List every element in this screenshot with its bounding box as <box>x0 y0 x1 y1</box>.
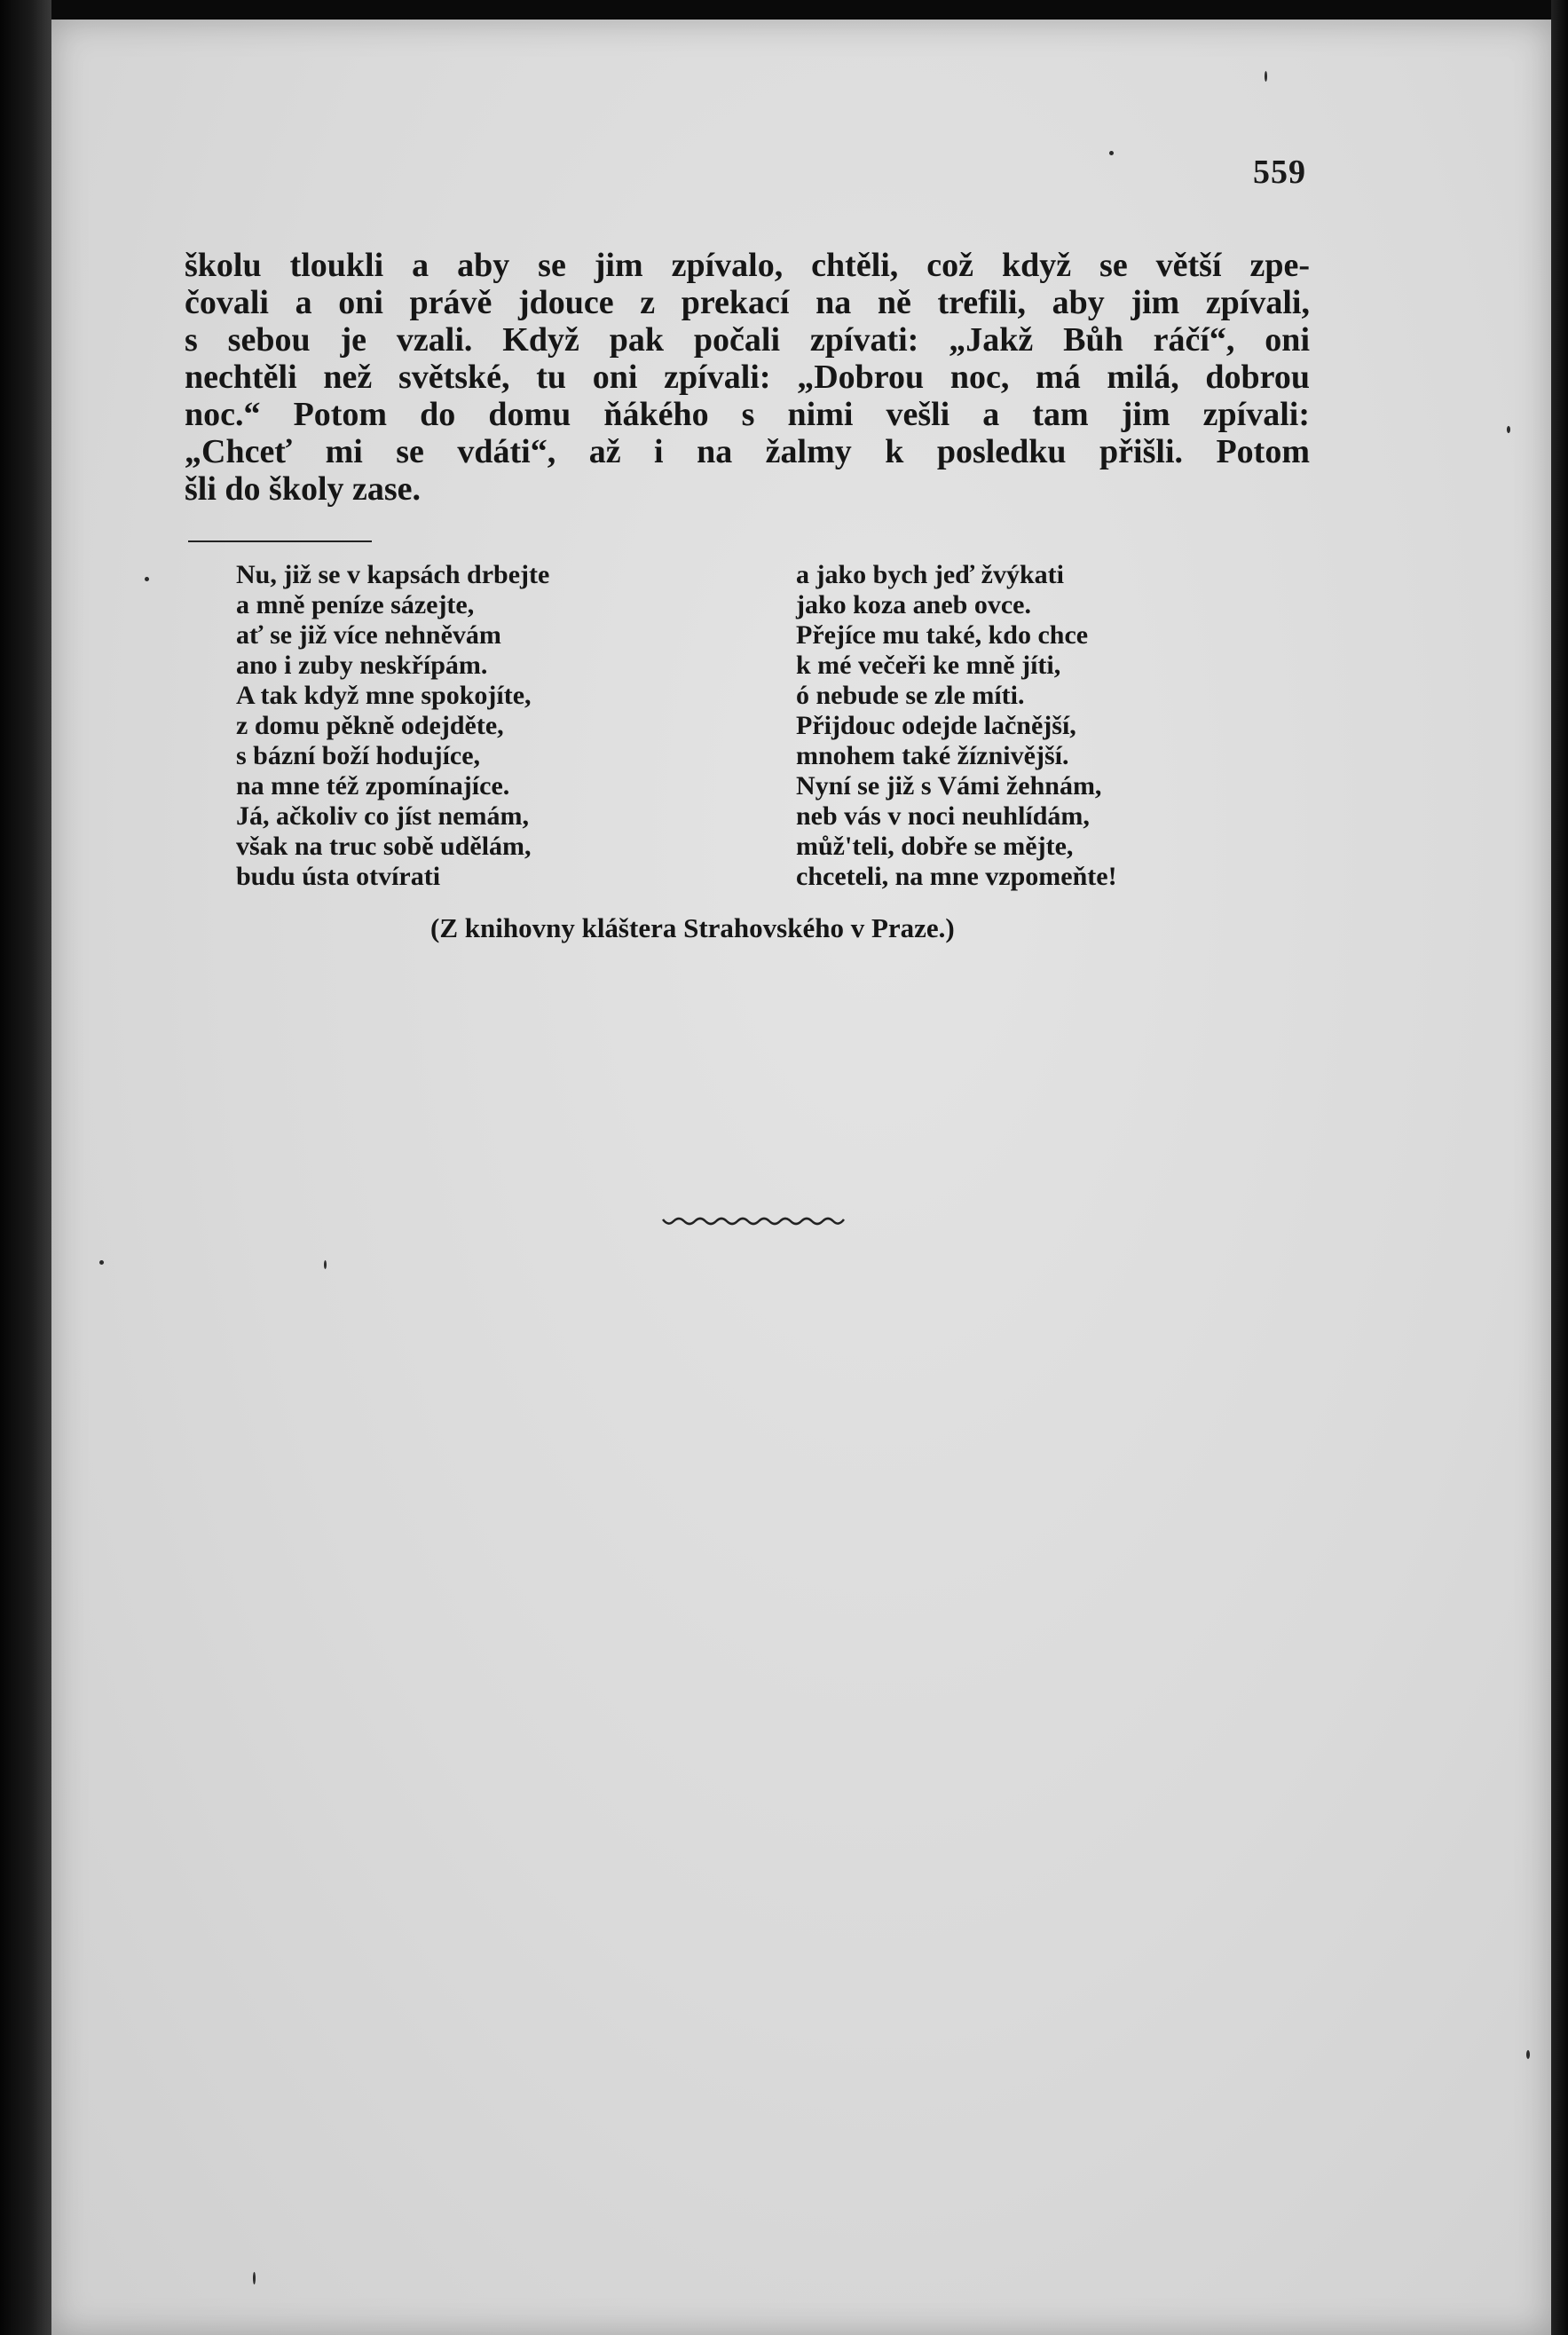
scan-speck <box>145 577 149 581</box>
scan-speck <box>1109 151 1114 155</box>
scan-right-edge <box>1551 0 1568 2335</box>
verse-line: Nu, již se v kapsách drbejte <box>236 560 550 589</box>
verse-line: Přejíce mu také, kdo chce <box>796 620 1089 650</box>
paragraph-line: školu tloukli a aby se jim zpívalo, chtěli, což když se větší zpe- <box>185 247 1310 284</box>
scan-speck <box>1265 71 1267 82</box>
verse-line: A tak když mne spokojíte, <box>236 681 532 710</box>
scan-speck <box>1526 2050 1530 2059</box>
wavy-ornament <box>661 1214 849 1232</box>
scan-top-edge <box>51 0 1568 20</box>
verse-line: Já, ačkoliv co jíst nemám, <box>236 801 529 831</box>
verse-line: můž'teli, dobře se mějte, <box>796 832 1074 861</box>
verse-column-left <box>236 560 549 892</box>
verse-line: jako koza aneb ovce. <box>796 590 1031 619</box>
source-citation: (Z knihovny kláštera Strahovského v Praze.) <box>430 912 955 943</box>
paragraph-line: „Chceť mi se vdáti“, až i na žalmy k posledku přišli. Potom <box>185 433 1310 470</box>
verse-line: ano i zuby neskřípám. <box>236 651 488 680</box>
verse-line: Přijdouc odejde lačnější, <box>796 711 1076 740</box>
body-paragraph <box>185 247 1310 508</box>
verse-line: a mně peníze sázejte, <box>236 590 475 619</box>
scan-speck <box>324 1260 327 1269</box>
verse-line: ať se již více nehněvám <box>236 620 501 650</box>
verse-line: ó nebude se zle míti. <box>796 681 1025 710</box>
verse-line: s bázní boží hodujíce, <box>236 741 481 770</box>
scan-speck <box>99 1260 104 1265</box>
verse-line: však na truc sobě udělám, <box>236 832 532 861</box>
scan-speck <box>1507 426 1510 433</box>
section-divider <box>188 540 372 542</box>
verse-line: Nyní se již s Vámi žehnám, <box>796 771 1102 801</box>
paragraph-line: nechtěli než světské, tu oni zpívali: „Dobrou noc, má milá, dobrou <box>185 359 1310 396</box>
verse-line: mnohem také žíznivější. <box>796 741 1069 770</box>
verse-line: neb vás v noci neuhlídám, <box>796 801 1090 831</box>
paragraph-line: čovali a oni právě jdouce z prekací na ně trefili, aby jim zpívali, <box>185 284 1310 321</box>
verse-line: na mne též zpomínajíce. <box>236 771 510 801</box>
verse-line: a jako bych jeď žvýkati <box>796 560 1064 589</box>
paragraph-line: noc.“ Potom do domu ňákého s nimi vešli a tam jim zpívali: <box>185 396 1310 433</box>
paragraph-line: šli do školy zase. <box>185 470 422 508</box>
verse-line: k mé večeři ke mně jíti, <box>796 651 1061 680</box>
verse-line: chceteli, na mne vzpomeňte! <box>796 862 1117 891</box>
verse-line: budu ústa otvírati <box>236 862 441 891</box>
scan-speck <box>253 2272 256 2284</box>
verse-column-right <box>796 560 1117 892</box>
page-number: 559 <box>1253 154 1306 191</box>
scan-left-edge <box>0 0 51 2335</box>
verse-line: z domu pěkně odejděte, <box>236 711 504 740</box>
paragraph-line: s sebou je vzali. Když pak počali zpívati: „Jakž Bůh ráčí“, oni <box>185 321 1310 359</box>
